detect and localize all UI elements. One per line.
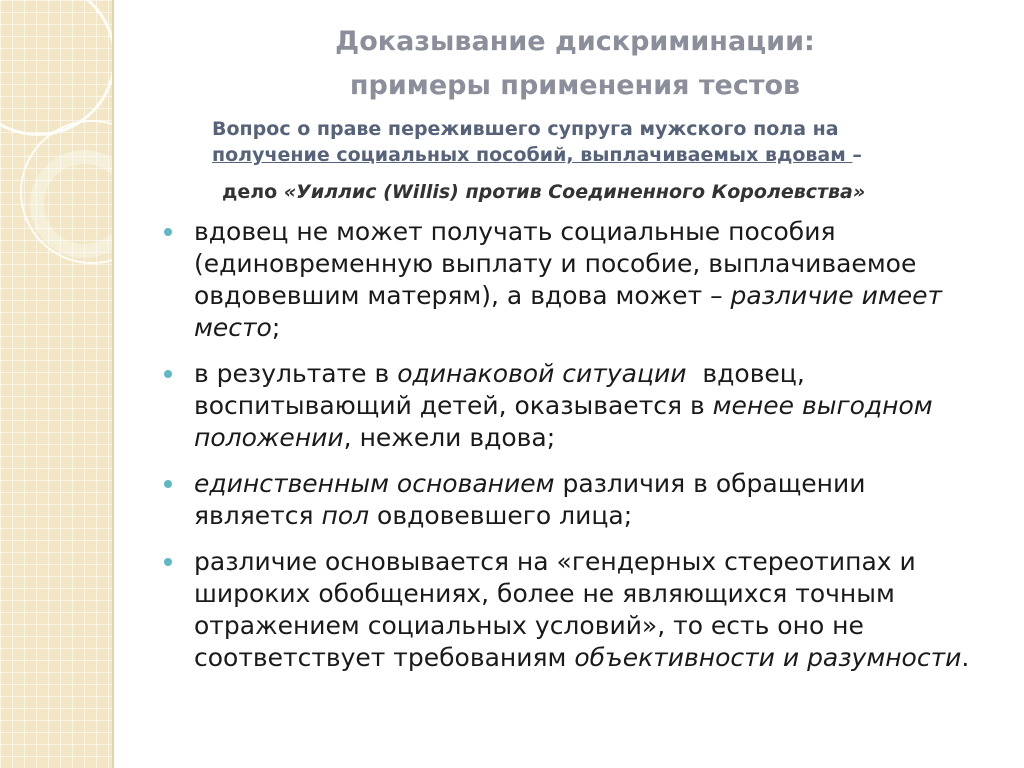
question-dash: –: [852, 144, 862, 166]
bullet-dot-icon: [164, 558, 172, 566]
bullet-text: различия в обращении является: [194, 469, 866, 530]
slide-title-line-2: примеры применения тестов: [349, 70, 801, 101]
bullet-dot-icon: [164, 480, 172, 488]
decorative-ring: [0, 0, 114, 136]
case-prefix: дело: [222, 181, 284, 203]
bullet-text: в результате в: [194, 359, 398, 388]
bullet-item: [162, 546, 982, 674]
question-line-2: [212, 144, 972, 166]
bullet-text: .: [961, 643, 970, 672]
bullet-text: различие основывается на «гендерных стереотипах и широких обобщениях, более не являющихся точным отражением социальных условий», то есть оно не соответствует требованиям: [194, 547, 916, 672]
question-underlined-text: получение социальных пособий, выплачиваемых вдовам: [212, 144, 853, 166]
bullet-text: овдовевшего лица;: [369, 501, 633, 530]
slide-title-line-1: Доказывание дискриминации:: [335, 26, 815, 57]
bullet-list: [162, 216, 982, 688]
bullet-emphasis: одинаковой ситуации: [397, 359, 687, 388]
bullet-text: ;: [271, 313, 281, 342]
bullet-emphasis: пол: [321, 501, 370, 530]
bullet-item: [162, 216, 982, 344]
bullet-text: , нежели вдова;: [343, 423, 556, 452]
bullet-emphasis: объективности и разумности: [574, 643, 962, 672]
decorative-side-band: [0, 0, 114, 768]
bullet-dot-icon: [164, 228, 172, 236]
bullet-text: вдовец, воспитывающий детей, оказывается в: [194, 359, 813, 420]
question-line-1: Вопрос о праве пережившего супруга мужского пола на: [212, 118, 839, 140]
bullet-emphasis: единственным основанием: [194, 469, 555, 498]
bullet-dot-icon: [164, 370, 172, 378]
bullet-text: вдовец не может получать социальные пособия (единовременную выплату и пособие, выплачиваемое овдовевшим матерям), а вдова может –: [194, 217, 917, 310]
bullet-emphasis: различие имеет место: [194, 281, 943, 342]
case-title: «Уиллис (Willis) против Соединенного Королевства»: [283, 181, 866, 203]
bullet-emphasis: менее выгодном положении: [194, 391, 933, 452]
bullet-item: [162, 468, 982, 532]
bullet-item: [162, 358, 982, 454]
case-reference: [222, 181, 982, 203]
